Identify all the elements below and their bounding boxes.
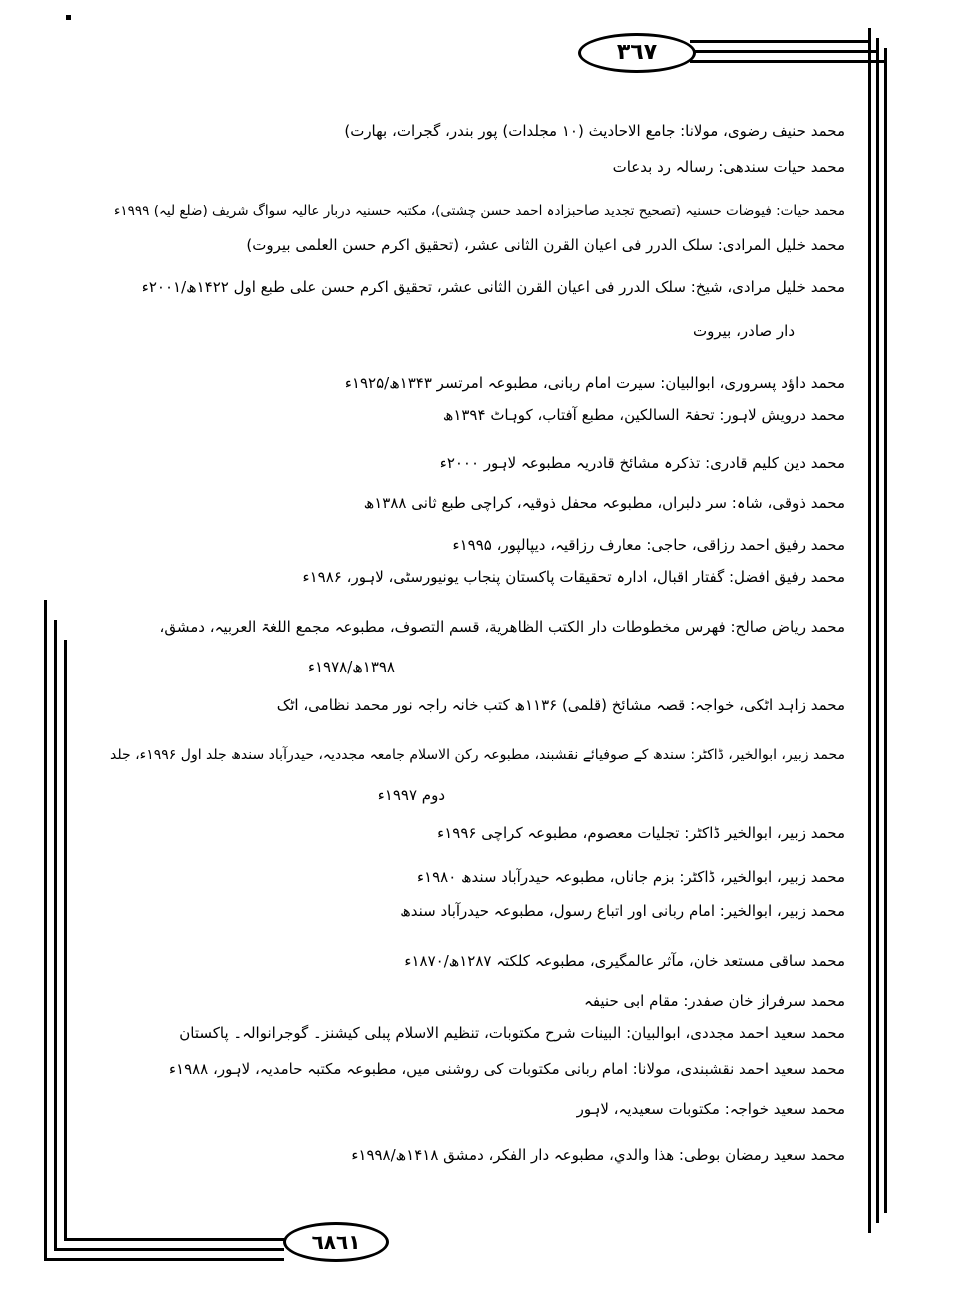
list-item: محمد درویش لاہور: تحفۃ السالکین، مطبع آفتاب، کوہاٹ ۱۳۹۴ھ: [442, 406, 845, 424]
border-line-bottom-3: [64, 1238, 284, 1241]
list-item: محمد سعید خواجہ: مکتوبات سعیدیہ، لاہور: [576, 1100, 845, 1118]
list-item: محمد زبیر، ابوالخیر: امام ربانی اور اتباع رسول، مطبوعہ حیدرآباد سندھ: [400, 902, 845, 920]
border-line-right-inner: [884, 48, 887, 1213]
list-item: دار صادر، بیروت: [692, 322, 795, 340]
list-item: محمد سرفراز خان صفدر: مقام ابی حنیفہ: [584, 992, 845, 1010]
list-item: ۱۳۹۸ھ/۱۹۷۸ء: [307, 658, 395, 676]
border-line-bottom-1: [44, 1258, 284, 1261]
list-item: محمد زبیر، ابوالخیر ڈاکٹر: تجلیات معصوم، مطبوعہ کراچی ۱۹۹۶ء: [437, 824, 845, 842]
border-line-right-outer: [868, 28, 871, 1233]
list-item: محمد خلیل المرادی: سلک الدرر فی اعیان القرن الثانی عشر، (تحقیق اکرم حسن العلمی بیروت): [246, 236, 845, 254]
list-item: محمد سعید رمضان بوطی: هذا والدي، مطبوعہ دار الفكر، دمشق ۱۴۱۸ھ/۱۹۹۸ء: [351, 1146, 845, 1164]
border-line-left-inner: [64, 640, 67, 1240]
list-item: محمد خلیل مرادی، شیخ: سلک الدرر فی اعیان القرن الثانی عشر، تحقیق اکرم حسن علی طبع اول ۱۴۲۲ھ/۲۰۰۱ء: [141, 278, 845, 296]
page-number-bottom: ٦٨٦١: [283, 1222, 389, 1262]
list-item: محمد حنیف رضوی، مولانا: جامع الاحادیث (۱۰ مجلدات) پور بندر، گجرات، بھارت): [344, 122, 845, 140]
list-item: محمد ساقی مستعد خان، مآثر عالمگیری، مطبوعہ کلکتہ ۱۲۸۷ھ/۱۸۷۰ء: [404, 952, 845, 970]
page-number-top: ٣٦٧: [578, 33, 696, 73]
list-item: محمد ریاض صالح: فهرس مخطوطات دار الكتب الظاهرية، قسم التصوف، مطبوعہ مجمع اللغۃ العربیہ، دمشق،: [159, 618, 845, 636]
border-line-left-outer: [44, 600, 47, 1260]
list-item: محمد رفیق احمد رزاقی، حاجی: معارف رزاقیہ، دیپالپور، ۱۹۹۵ء: [452, 536, 845, 554]
stray-mark: [66, 15, 71, 20]
border-line-top-1: [690, 40, 870, 43]
list-item: محمد سعید احمد نقشبندی، مولانا: امام ربانی مکتوبات کی روشنی میں، مطبوعہ مکتبہ حامدیہ، لاہور، ۱۹۸۸ء: [168, 1060, 845, 1078]
list-item: محمد داؤد پسروری، ابوالبیان: سیرت امام ربانی، مطبوعہ امرتسر ۱۳۴۳ھ/۱۹۲۵ء: [344, 374, 845, 392]
list-item: محمد سعید احمد مجددی، ابوالبیان: البینات شرح مکتوبات، تنظیم الاسلام پبلی کیشنز۔ گوجرانوالہ۔ پاکستان: [179, 1024, 845, 1042]
list-item: محمد زبیر، ابوالخیر، ڈاکٹر: سندھ کے صوفیائے نقشبند، مطبوعہ رکن الاسلام جامعہ مجددیہ، حیدرآباد سندھ جلد اول ۱۹۹۶ء، جلد: [110, 747, 845, 763]
list-item: محمد دین کلیم قادری: تذکرہ مشائخ قادریہ مطبوعہ لاہور ۲۰۰۰ء: [439, 454, 845, 472]
list-item: محمد حیات: فیوضات حسنیہ (تصحیح تجدید صاحبزادہ احمد حسن چشتی)، مکتبہ حسنیہ دربار عالیہ سواگ شریف (ضلع لیہ) ۱۹۹۹ء: [114, 203, 845, 219]
list-item: محمد رفیق افضل: گفتار اقبال، ادارہ تحقیقات پاکستان پنجاب یونیورسٹی، لاہور، ۱۹۸۶ء: [302, 568, 845, 586]
border-line-top-3: [690, 60, 886, 63]
border-line-bottom-2: [54, 1248, 284, 1251]
list-item: دوم ۱۹۹۷ء: [377, 786, 445, 804]
list-item: محمد زبیر، ابوالخیر، ڈاکٹر: بزم جاناں، مطبوعہ حیدرآباد سندھ ۱۹۸۰ء: [416, 868, 845, 886]
border-line-right-mid: [876, 38, 879, 1223]
list-item: محمد ذوقی، شاہ: سر دلبراں، مطبوعہ محفل ذوقیہ، کراچی طبع ثانی ۱۳۸۸ھ: [363, 494, 845, 512]
list-item: محمد حیات سندھی: رسالہ رد بدعات: [612, 158, 845, 176]
list-item: محمد زاہد اٹکی، خواجہ: قصہ مشائخ (قلمی) ۱۱۳۶ھ کتب خانہ راجہ نور محمد نظامی، اٹک: [276, 696, 845, 714]
border-line-left-mid: [54, 620, 57, 1250]
border-line-top-2: [690, 50, 878, 53]
